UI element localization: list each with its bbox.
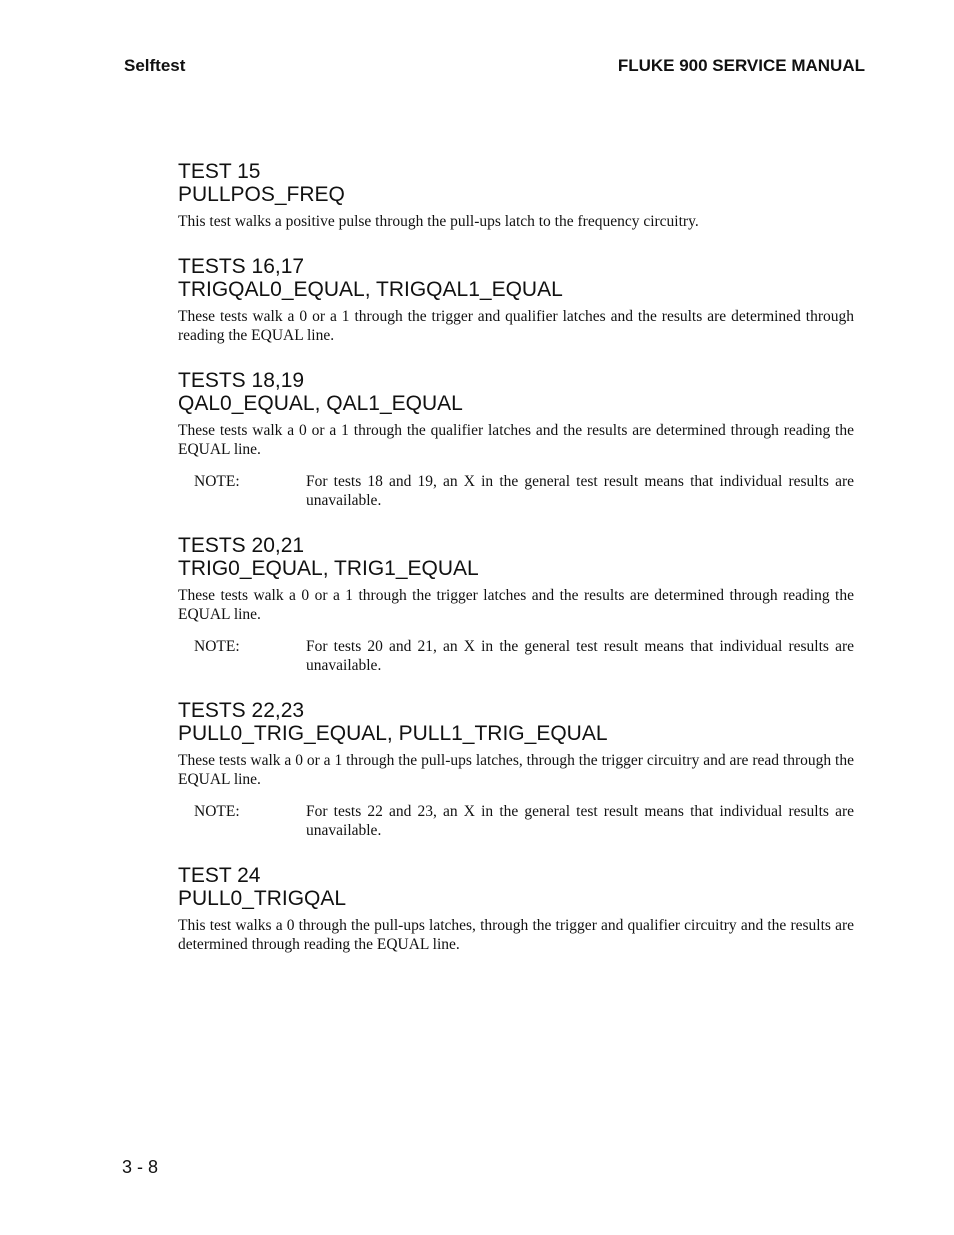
section-title-name: TRIG0_EQUAL, TRIG1_EQUAL (178, 557, 479, 580)
section-title-number: TESTS 18,19 (178, 369, 305, 392)
section-title-name: PULL0_TRIGQAL (178, 887, 347, 910)
section-title-name: PULL0_TRIG_EQUAL, PULL1_TRIG_EQUAL (178, 722, 608, 745)
note-text: For tests 20 and 21, an X in the general test result means that individual results are unavailable. (306, 638, 854, 674)
note (194, 637, 854, 675)
note-label: NOTE: (194, 473, 240, 490)
section-body: These tests walk a 0 or a 1 through the pull-ups latches, through the trigger circuitry and are read through the EQUAL line. (178, 752, 854, 788)
section-body: This test walks a 0 through the pull-ups latches, through the trigger and qualifier circuitry and the results are determined through reading the EQUAL line. (178, 917, 854, 953)
section-title (178, 160, 854, 206)
section-body: These tests walk a 0 or a 1 through the trigger latches and the results are determined through reading the EQUAL line. (178, 587, 854, 623)
section-title-number: TEST 24 (178, 864, 261, 887)
section-title-number: TESTS 16,17 (178, 255, 305, 278)
section-title-name: PULLPOS_FREQ (178, 183, 345, 206)
note-text: For tests 22 and 23, an X in the general test result means that individual results are unavailable. (306, 803, 854, 839)
section-tests-18-19 (178, 369, 854, 510)
section-body: This test walks a positive pulse through the pull-ups latch to the frequency circuitry. (178, 213, 699, 230)
section-body: These tests walk a 0 or a 1 through the qualifier latches and the results are determined through reading the EQUAL line. (178, 422, 854, 458)
note (194, 802, 854, 840)
section-body: These tests walk a 0 or a 1 through the trigger and qualifier latches and the results are determined through reading the EQUAL line. (178, 308, 854, 344)
section-test-15 (178, 160, 854, 231)
section-title (178, 369, 854, 415)
note-label: NOTE: (194, 638, 240, 655)
section-test-24 (178, 864, 854, 954)
section-title-name: QAL0_EQUAL, QAL1_EQUAL (178, 392, 463, 415)
section-title (178, 699, 854, 745)
section-tests-22-23 (178, 699, 854, 840)
header-manual-title: FLUKE 900 SERVICE MANUAL (617, 56, 865, 75)
note-text: For tests 18 and 19, an X in the general test result means that individual results are unavailable. (306, 473, 854, 509)
note-label: NOTE: (194, 803, 240, 820)
section-title-number: TESTS 22,23 (178, 699, 305, 722)
section-tests-16-17 (178, 255, 854, 345)
section-title-number: TESTS 20,21 (178, 534, 305, 557)
section-title (178, 864, 854, 910)
section-title (178, 255, 854, 301)
header-section-name: Selftest (124, 56, 186, 75)
section-title-name: TRIGQAL0_EQUAL, TRIGQAL1_EQUAL (178, 278, 563, 301)
section-title-number: TEST 15 (178, 160, 261, 183)
page-content (178, 160, 854, 978)
page-header (124, 56, 865, 80)
note (194, 472, 854, 510)
section-tests-20-21 (178, 534, 854, 675)
section-title (178, 534, 854, 580)
page-number: 3 - 8 (122, 1157, 159, 1177)
